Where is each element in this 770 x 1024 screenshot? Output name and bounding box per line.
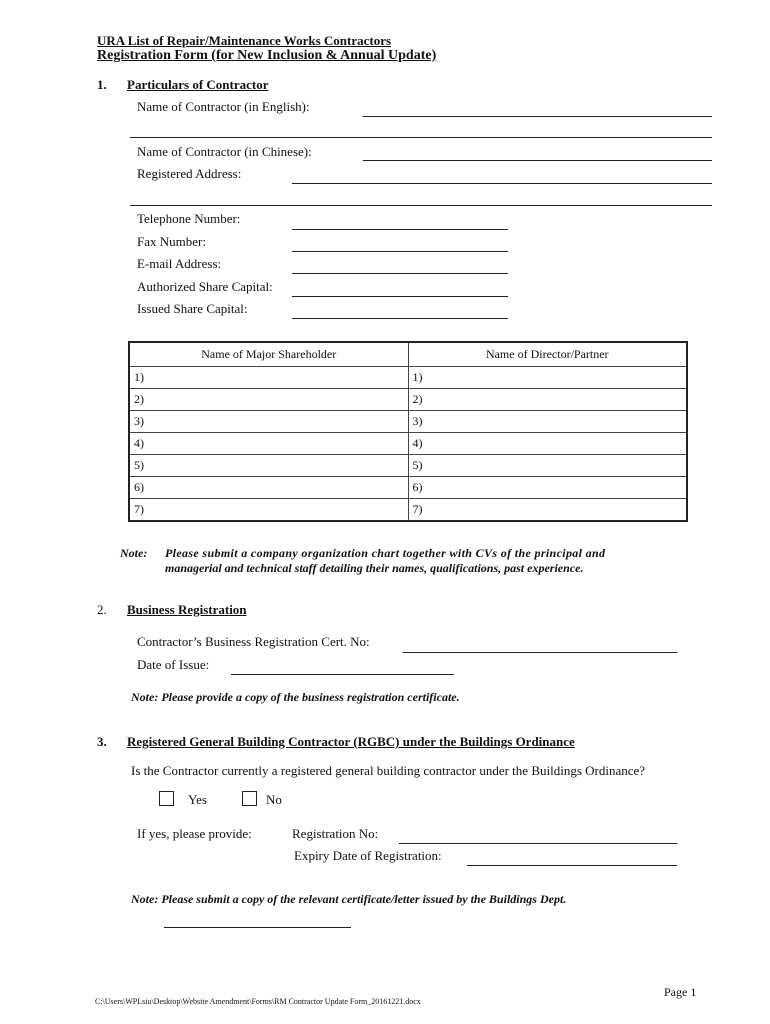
section1-note-label: Note:	[120, 546, 148, 560]
registration-no-label: Registration No:	[292, 826, 379, 841]
shareholder-header: Name of Major Shareholder	[129, 342, 408, 367]
name-en-field-line2[interactable]	[130, 137, 712, 138]
signature-line[interactable]	[164, 927, 351, 928]
section2-heading: Business Registration	[127, 602, 247, 617]
director-cell[interactable]: 3)	[408, 411, 687, 433]
expiry-date-label: Expiry Date of Registration:	[294, 848, 442, 863]
shareholder-director-table	[128, 341, 688, 522]
no-checkbox[interactable]	[242, 791, 257, 806]
yes-label: Yes	[188, 792, 207, 807]
authorized-capital-label: Authorized Share Capital:	[137, 279, 273, 294]
director-cell[interactable]: 7)	[408, 499, 687, 522]
expiry-date-field[interactable]	[467, 865, 677, 866]
issued-capital-label: Issued Share Capital:	[137, 301, 248, 316]
section2-number: 2.	[97, 602, 107, 617]
no-label: No	[266, 792, 282, 807]
table-row	[129, 367, 687, 389]
name-zh-label: Name of Contractor (in Chinese):	[137, 144, 312, 159]
address-field[interactable]	[292, 183, 712, 184]
shareholder-cell[interactable]: 4)	[129, 433, 408, 455]
director-header: Name of Director/Partner	[408, 342, 687, 367]
fax-label: Fax Number:	[137, 234, 206, 249]
address-label: Registered Address:	[137, 166, 242, 181]
table-row	[129, 411, 687, 433]
telephone-label: Telephone Number:	[137, 211, 241, 226]
director-cell[interactable]: 6)	[408, 477, 687, 499]
shareholder-cell[interactable]: 6)	[129, 477, 408, 499]
shareholder-cell[interactable]: 1)	[129, 367, 408, 389]
section3-note: Note: Please submit a copy of the relevant certificate/letter issued by the Buildings Dept.	[131, 892, 567, 906]
shareholder-cell[interactable]: 7)	[129, 499, 408, 522]
section1-note-line1: Please submit a company organization chart together with CVs of the principal and	[165, 546, 606, 560]
registration-no-field[interactable]	[399, 843, 677, 844]
address-field-line2[interactable]	[130, 205, 712, 206]
section1-number: 1.	[97, 77, 107, 92]
director-cell[interactable]: 5)	[408, 455, 687, 477]
telephone-field[interactable]	[292, 229, 508, 230]
table-row	[129, 477, 687, 499]
section3-number: 3.	[97, 734, 107, 749]
form-title-line2: Registration Form (for New Inclusion & Annual Update)	[97, 48, 437, 63]
director-cell[interactable]: 1)	[408, 367, 687, 389]
issued-capital-field[interactable]	[292, 318, 508, 319]
file-path: C:\Users\WPLsiu\Desktop\Website Amendment\Forms\RM Contractor Update Form_20161221.docx	[95, 997, 421, 1006]
cert-no-label: Contractor’s Business Registration Cert. No:	[137, 634, 370, 649]
section3-heading: Registered General Building Contractor (RGBC) under the Buildings Ordinance	[127, 734, 575, 749]
email-field[interactable]	[292, 273, 508, 274]
table-row	[129, 455, 687, 477]
date-of-issue-label: Date of Issue:	[137, 657, 210, 672]
name-en-label: Name of Contractor (in English):	[137, 99, 310, 114]
cert-no-field[interactable]	[403, 652, 677, 653]
name-en-field[interactable]	[363, 116, 712, 117]
section1-heading: Particulars of Contractor	[127, 77, 269, 92]
table-row	[129, 433, 687, 455]
fax-field[interactable]	[292, 251, 508, 252]
table-row	[129, 499, 687, 522]
yes-checkbox[interactable]	[159, 791, 174, 806]
section1-note-line2: managerial and technical staff detailing their names, qualifications, past experience.	[165, 561, 584, 575]
rgbc-question: Is the Contractor currently a registered general building contractor under the Buildings Ordinance?	[131, 763, 646, 778]
authorized-capital-field[interactable]	[292, 296, 508, 297]
name-zh-field[interactable]	[363, 160, 712, 161]
shareholder-cell[interactable]: 3)	[129, 411, 408, 433]
email-label: E-mail Address:	[137, 256, 222, 271]
if-yes-label: If yes, please provide:	[137, 826, 252, 841]
director-cell[interactable]: 2)	[408, 389, 687, 411]
shareholder-cell[interactable]: 5)	[129, 455, 408, 477]
shareholder-cell[interactable]: 2)	[129, 389, 408, 411]
table-row	[129, 389, 687, 411]
section2-note: Note: Please provide a copy of the business registration certificate.	[131, 690, 460, 704]
director-cell[interactable]: 4)	[408, 433, 687, 455]
page-number: Page 1	[664, 985, 697, 999]
date-of-issue-field[interactable]	[231, 674, 454, 675]
form-title-line1: URA List of Repair/Maintenance Works Contractors	[97, 33, 392, 48]
